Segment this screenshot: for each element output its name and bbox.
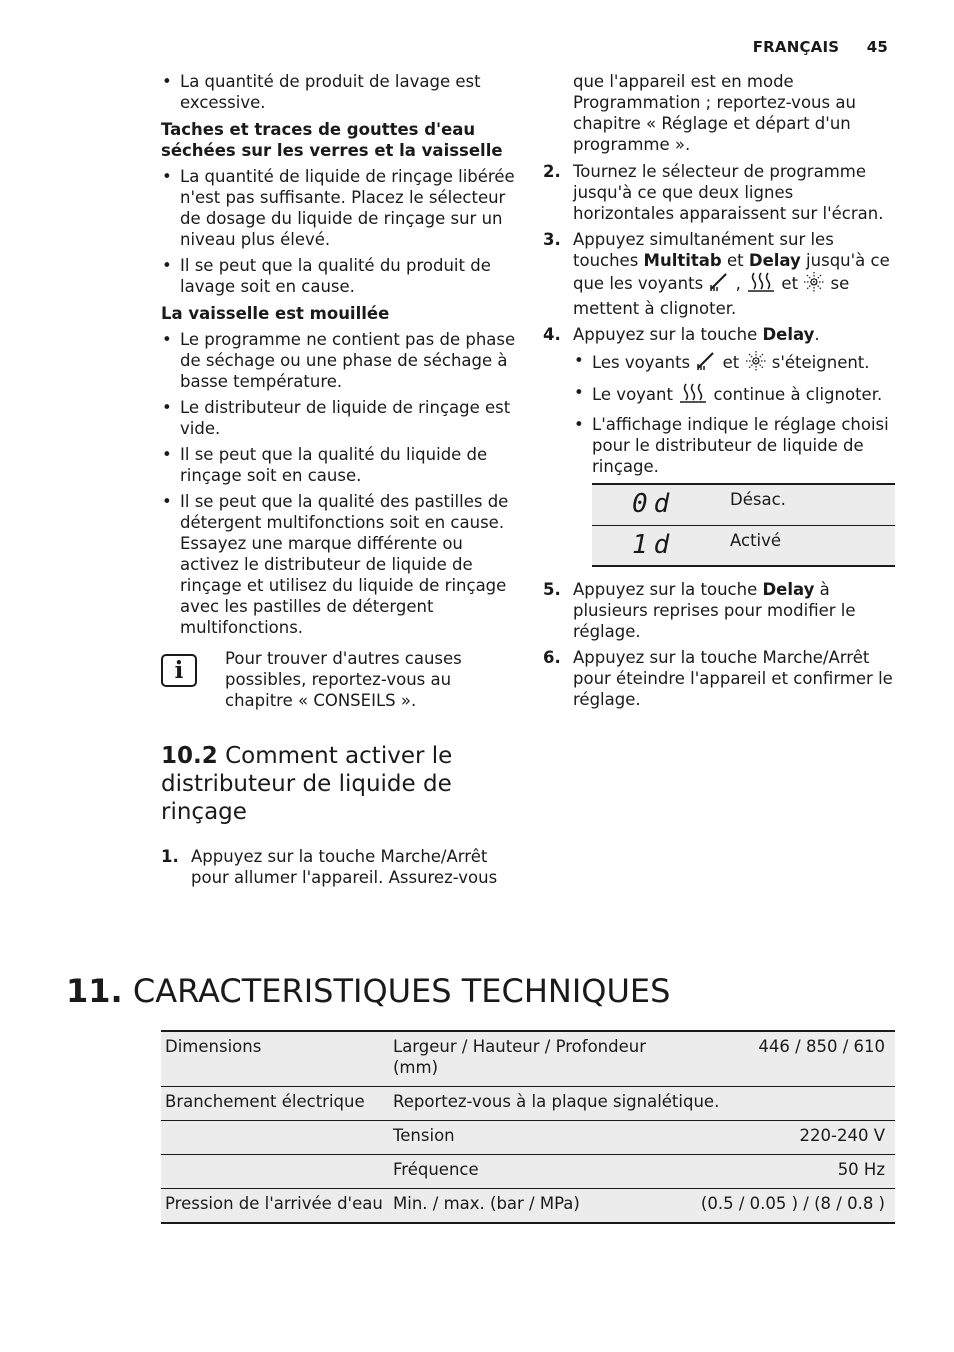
table-cell: 50 Hz (679, 1155, 895, 1189)
salt-indicator-icon (803, 271, 825, 298)
list-item: • Il se peut que la qualité du produit de lavage soit en cause. (161, 255, 516, 297)
chapter-title: CARACTERISTIQUES TECHNIQUES (132, 972, 671, 1010)
right-column (543, 71, 898, 715)
page-header (753, 37, 888, 58)
info-note (161, 648, 516, 710)
step-text: Appuyez simultanément sur les touches (573, 230, 834, 270)
step-number: 3. (543, 230, 561, 249)
step-number: 5. (543, 580, 561, 599)
table-cell: Dimensions (161, 1031, 389, 1087)
table-row (161, 1121, 895, 1155)
table-cell: Largeur / Hauteur / Profondeur (mm) (389, 1031, 679, 1087)
step-3 (543, 229, 898, 319)
rinse-aid-indicator-icon (678, 382, 708, 409)
list-item: • Il se peut que la qualité du liquide de rinçage soit en cause. (161, 444, 516, 486)
step-6 (543, 647, 898, 710)
table-cell (161, 1155, 389, 1189)
table-row (161, 1087, 895, 1121)
step-text: et (721, 251, 749, 270)
subheading-spots: Taches et traces de gouttes d'eau séchées sur les verres et la vaisselle (161, 120, 503, 160)
multitab-indicator-icon (695, 350, 717, 377)
step-number: 2. (543, 162, 561, 181)
table-cell (161, 1121, 389, 1155)
salt-indicator-icon (745, 350, 767, 377)
table-row (161, 1155, 895, 1189)
display-code: 0d (632, 489, 676, 519)
info-icon: i (161, 654, 197, 687)
page-number: 45 (866, 38, 888, 56)
step-1-continued: que l'appareil est en mode Programmation ; reportez-vous au chapitre « Réglage et départ d'un programme ». (573, 72, 856, 154)
setting-label: Activé (730, 531, 782, 550)
step-text: Appuyez sur la touche (573, 580, 763, 599)
delay-key-label: Delay (748, 251, 801, 270)
step-text: se mettent à clignoter. (573, 274, 850, 318)
table-cell: Branchement électrique (161, 1087, 389, 1121)
language-label: FRANÇAIS (752, 38, 840, 56)
table-cell: (0.5 / 0.05 ) / (8 / 0.8 ) (679, 1189, 895, 1224)
spec-table (161, 1030, 895, 1224)
list-item: • L'affichage indique le réglage choisi pour le distributeur de liquide de rinçage. (543, 414, 898, 477)
info-text: Pour trouver d'autres causes possibles, reportez-vous au chapitre « CONSEILS ». (225, 649, 462, 710)
list-text: Les voyants (592, 353, 696, 372)
list-text: et (717, 353, 745, 372)
chapter-heading (66, 970, 670, 1012)
settings-row (592, 525, 895, 565)
list-item (543, 382, 898, 409)
table-cell: Fréquence (389, 1155, 679, 1189)
table-cell: 220-240 V (679, 1121, 895, 1155)
section-number: 10.2 (161, 743, 218, 769)
step-text: à plusieurs reprises pour modifier le réglage. (573, 580, 856, 641)
list-text: s'éteignent. (766, 353, 870, 372)
setting-label: Désac. (730, 490, 786, 509)
display-code: 1d (632, 530, 676, 560)
step-text: Appuyez sur la touche (573, 325, 763, 344)
step-text: . (814, 325, 820, 344)
table-cell: Pression de l'arrivée d'eau (161, 1189, 389, 1224)
delay-key-label: Delay (762, 580, 815, 599)
section-title: Comment activer le distributeur de liquide de rinçage (161, 743, 453, 825)
step-number: 1. (161, 847, 179, 866)
subheading-wet-dishes: La vaisselle est mouillée (161, 304, 390, 323)
list-text: Le voyant (592, 385, 679, 404)
list-item: • Le distributeur de liquide de rinçage est vide. (161, 397, 516, 439)
rinse-aid-indicator-icon (746, 271, 776, 298)
multitab-key-label: Multitab (643, 251, 722, 270)
table-cell: Reportez-vous à la plaque signalétique. (389, 1087, 895, 1121)
step-number: 4. (543, 325, 561, 344)
table-cell: Min. / max. (bar / MPa) (389, 1189, 679, 1224)
settings-table (592, 483, 895, 567)
step-text: Appuyez sur la touche Marche/Arrêt pour éteindre l'appareil et confirmer le réglage. (573, 648, 893, 709)
table-cell: Tension (389, 1121, 679, 1155)
step-text: jusqu'à ce que les voyants (573, 251, 890, 293)
step-4 (543, 324, 898, 345)
step-text: et (776, 274, 804, 293)
section-heading (161, 742, 516, 826)
step-2 (543, 161, 898, 224)
table-row (161, 1031, 895, 1087)
step-text: Tournez le sélecteur de programme jusqu'à ce que deux lignes horizontales apparaissent sur l'écran. (573, 162, 884, 223)
step-1 (161, 846, 516, 888)
table-row (161, 1189, 895, 1224)
settings-row (592, 485, 895, 525)
chapter-number: 11. (66, 972, 123, 1010)
list-item: • Il se peut que la qualité des pastilles de détergent multifonctions soit en cause. Essayez une marque différente ou activez le distributeur de liquide de rinçage et utilisez du liquide de rinçage avec les pastilles de détergent multifonctions. (161, 491, 516, 638)
left-column (161, 71, 516, 893)
delay-key-label: Delay (762, 325, 815, 344)
step-text: , (730, 274, 747, 293)
multitab-indicator-icon (708, 271, 730, 298)
list-item: • La quantité de liquide de rinçage libérée n'est pas suffisante. Placez le sélecteur de dosage du liquide de rinçage sur un niveau plus élevé. (161, 166, 516, 250)
list-item: • La quantité de produit de lavage est excessive. (161, 71, 516, 113)
table-cell: 446 / 850 / 610 (679, 1031, 895, 1087)
list-item: • Le programme ne contient pas de phase de séchage ou une phase de séchage à basse température. (161, 329, 516, 392)
step-text: Appuyez sur la touche Marche/Arrêt pour allumer l'appareil. Assurez-vous (191, 847, 498, 887)
step-number: 6. (543, 648, 561, 667)
list-text: continue à clignoter. (708, 385, 883, 404)
step-5 (543, 579, 898, 642)
list-item (543, 350, 898, 377)
